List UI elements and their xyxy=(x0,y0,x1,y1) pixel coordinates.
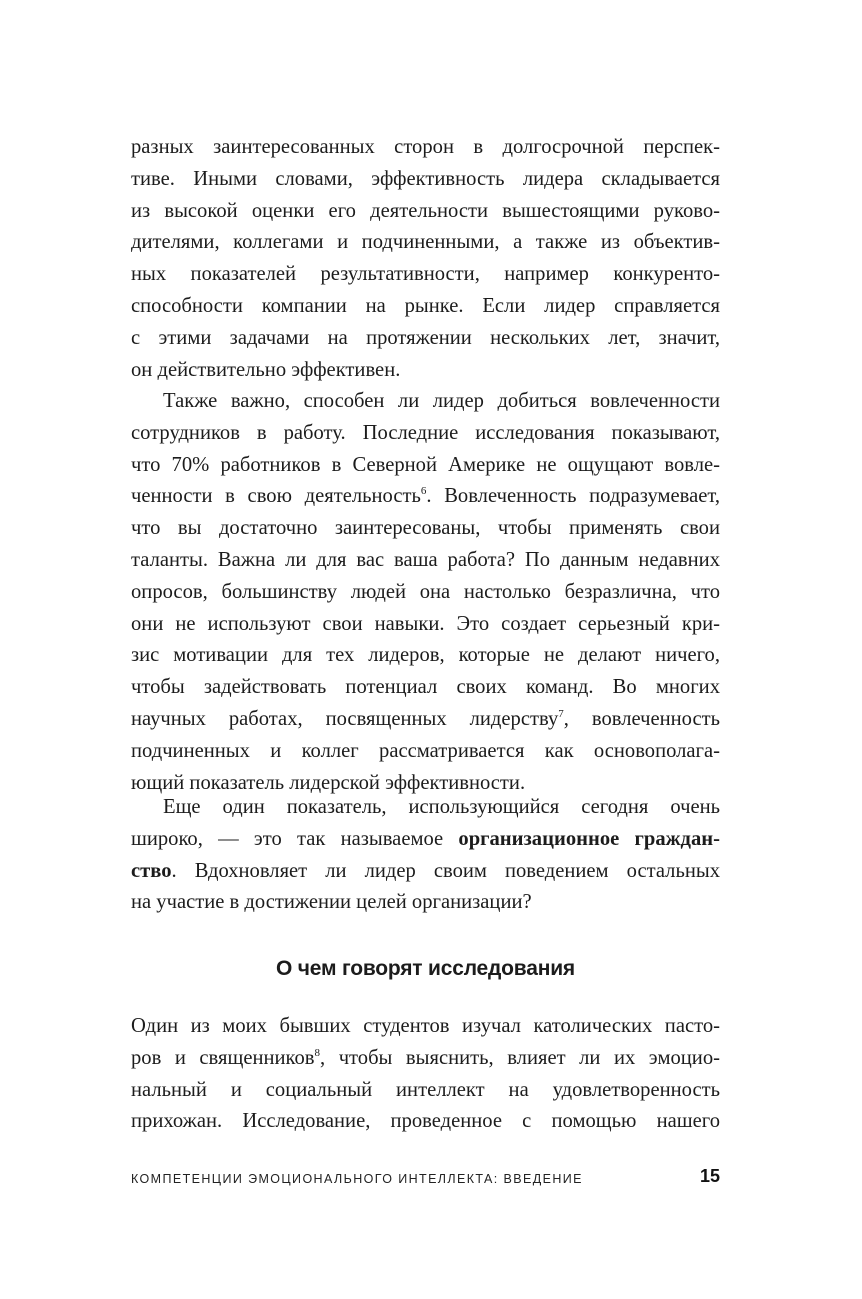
text-line: опросов, большинству людей она настолько безразлична, что xyxy=(131,580,720,603)
text-line: что 70% работников в Северной Америке не ощущают вовле- xyxy=(131,453,720,476)
page-footer xyxy=(131,1166,720,1194)
bold-term: ство xyxy=(131,859,172,882)
text-line: таланты. Важна ли для вас ваша работа? По данным недавних xyxy=(131,548,720,571)
page-number: 15 xyxy=(699,1166,720,1186)
line-text: , чтобы выяснить, влияет ли их эмоцио- xyxy=(320,1046,720,1069)
text-line: они не используют свои навыки. Это создает серьезный кри- xyxy=(131,612,720,635)
text-line xyxy=(131,1043,720,1075)
text-line xyxy=(131,704,720,736)
line-text: широко, — это так называемое xyxy=(131,827,459,850)
text-line: он действительно эффективен. xyxy=(131,358,401,381)
line-text: . Вдохновляет ли лидер своим поведением остальных xyxy=(171,859,720,882)
text-line: Один из моих бывших студентов изучал католических пасто- xyxy=(131,1015,720,1037)
text-line: из высокой оценки его деятельности вышестоящими руково- xyxy=(131,199,720,222)
text-line: на участие в достижении целей организации? xyxy=(131,891,532,914)
text-line: сотрудников в работу. Последние исследования показывают, xyxy=(131,421,720,444)
text-line: ющий показатель лидерской эффективности. xyxy=(131,771,526,794)
text-line: тиве. Иными словами, эффективность лидера складывается xyxy=(131,167,720,190)
text-line xyxy=(131,856,720,888)
text-line: с этими задачами на протяжении нескольких лет, значит, xyxy=(131,326,720,349)
text-line: подчиненных и коллег рассматривается как основополага- xyxy=(131,739,720,762)
text-line: ных показателей результативности, например конкуренто- xyxy=(131,263,720,286)
section-heading: О чем говорят исследования xyxy=(276,957,575,980)
line-text: . Вовлеченность подразумевает, xyxy=(426,485,720,508)
text-line: дителями, коллегами и подчиненными, а также из объектив- xyxy=(131,231,720,254)
running-head: КОМПЕТЕНЦИИ ЭМОЦИОНАЛЬНОГО ИНТЕЛЛЕКТА: ВВЕДЕНИЕ xyxy=(131,1172,583,1186)
paragraph-1 xyxy=(131,132,720,386)
footnote-ref-7[interactable]: 7 xyxy=(558,707,564,720)
text-line: что вы достаточно заинтересованы, чтобы применять свои xyxy=(131,517,720,540)
text-line xyxy=(131,481,720,513)
footnote-ref-6[interactable]: 6 xyxy=(420,485,427,498)
text-line: Еще один показатель, использующийся сегодня очень xyxy=(163,796,720,818)
text-line: нальный и социальный интеллект на удовлетворенность xyxy=(131,1078,720,1101)
text-line: чтобы задействовать потенциал своих команд. Во многих xyxy=(131,676,720,699)
text-line: способности компании на рынке. Если лидер справляется xyxy=(131,294,720,317)
line-text: ров и священников xyxy=(131,1046,315,1069)
paragraph-3 xyxy=(131,792,720,919)
paragraph-2 xyxy=(131,386,720,799)
line-text: ченности в свою деятельность xyxy=(131,485,421,508)
line-text: , вовлеченность xyxy=(563,707,720,730)
text-line xyxy=(131,824,720,856)
bold-term: организационное граждан- xyxy=(458,827,720,850)
footnote-ref-8[interactable]: 8 xyxy=(314,1046,321,1059)
text-line: разных заинтересованных сторон в долгосрочной перспек- xyxy=(131,136,720,158)
text-line: зис мотивации для тех лидеров, которые не делают ничего, xyxy=(131,644,720,667)
line-text: научных работах, посвященных лидерству xyxy=(131,707,559,730)
paragraph-4 xyxy=(131,1011,720,1138)
text-line: прихожан. Исследование, проведенное с помощью нашего xyxy=(131,1110,720,1133)
text-line: Также важно, способен ли лидер добиться вовлеченности xyxy=(163,390,720,412)
